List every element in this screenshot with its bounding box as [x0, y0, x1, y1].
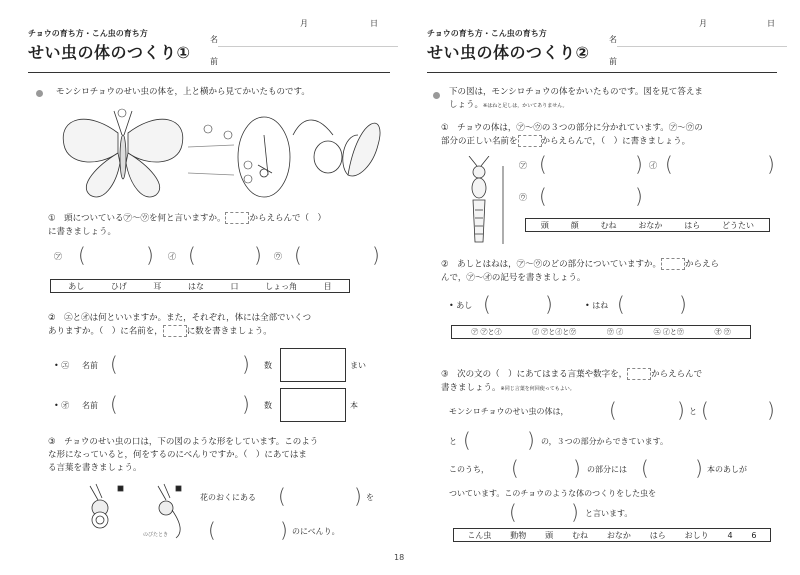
name-label: 名 [210, 35, 218, 44]
caterpillar-body-figure [459, 156, 519, 248]
bullet-icon [433, 92, 440, 99]
q2-text: ② あしとはねは，㋐〜㋒のどの部分についていますか。 からえら んで，㋐〜㋔の記号を書きましょう。 [441, 259, 719, 283]
choice-box-ref [518, 135, 542, 147]
word-choice: 4 [727, 530, 733, 540]
answer-field[interactable] [290, 488, 348, 506]
choice-box-ref [661, 258, 685, 270]
worksheet-title: せい虫の体のつくり② [427, 43, 590, 62]
word-choice: はら [649, 530, 666, 540]
name-label: 前 [609, 57, 617, 66]
option: ㋔ ㋒ [714, 328, 731, 336]
word-choice: 頭 [545, 530, 554, 540]
series-title: チョウの育ち方・こん虫の育ち方 [28, 29, 148, 38]
q1-answer-row: ㋐ ( ) ㋑ ( ) ㋒ ( ) [54, 243, 380, 267]
word-choice: はな [187, 281, 204, 291]
word-choice-box [453, 528, 771, 542]
choice-box-ref [627, 368, 651, 380]
word-choice: むね [600, 220, 617, 230]
option: ㋓ ㋑と㋒ [653, 328, 684, 336]
q3-fill-row-1: 花のおくにある ( ) を [200, 484, 374, 508]
q2-text: ② ㋓と㋔は何といいますか。また，それぞれ，体には全部でいくつ ありますか。（ ）に名前を， に数を書きましょう。 [48, 313, 312, 337]
worksheet-title: せい虫の体のつくり① [28, 43, 191, 62]
answer-mark: ㋑ [168, 252, 176, 261]
count-answer-box[interactable] [280, 388, 346, 422]
answer-field[interactable] [200, 247, 250, 265]
name-field[interactable] [617, 46, 787, 47]
bullet-icon [36, 90, 43, 97]
q3-sentence-3: このうち， ( ) の部分には ( ) 本のあしが [449, 456, 747, 480]
option: ㋐ ㋐と㋑ [471, 328, 502, 336]
word-choice: おなか [606, 530, 631, 540]
count-answer-box[interactable] [280, 348, 346, 382]
word-choice: はら [684, 220, 701, 230]
day-label: 日 [370, 19, 378, 28]
figure-caption: のびたとき [143, 532, 169, 538]
month-label: 月 [699, 19, 707, 28]
choice-box-ref [225, 212, 249, 224]
name-label: 前 [210, 57, 218, 66]
word-choice: 6 [751, 530, 757, 540]
word-choice: おなか [638, 220, 663, 230]
answer-field[interactable] [90, 247, 140, 265]
word-choice-box [50, 279, 350, 293]
word-choice: 耳 [153, 281, 162, 291]
word-choice: どうたい [722, 220, 755, 230]
name-answer-field[interactable] [124, 354, 224, 374]
answer-field[interactable] [713, 402, 763, 420]
q3-text: ③ 次の文の（ ）にあてはまる言葉や数字を， からえらんで 書きましょう。※同じ言葉を何回使ってもよい。 [441, 369, 703, 393]
option: ㋑ ㋐と㋑と㋒ [532, 328, 577, 336]
day-label: 日 [767, 19, 775, 28]
answer-field[interactable] [306, 247, 366, 265]
name-label: 名 [609, 35, 617, 44]
answer-mark: ㋒ [274, 252, 282, 261]
q1-answer-area: ㋐ ( ) ㋑ ( ) ㋒ ( ) [519, 152, 775, 208]
q3-sentence-4: ついています。このチョウのような体のつくりをした虫を [449, 489, 657, 498]
q3-fill-row-2: ( ) のにべんり。 [208, 518, 340, 542]
word-choice: おしり [684, 530, 709, 540]
butterfly-mouth-figure [76, 480, 186, 540]
right-worksheet [427, 0, 800, 555]
word-choice: こん虫 [467, 530, 492, 540]
answer-field[interactable] [521, 504, 567, 522]
word-choice: 動物 [510, 530, 527, 540]
q3-text: ③ チョウのせい虫の口は，下の図のような形をしています。このよう な形になっていると，何をするのにべんりですか。（ ）にあてはま る言葉を書きましょう。 [48, 437, 319, 473]
choice-options-box [451, 325, 751, 339]
word-choice: あし [68, 281, 85, 291]
intro-text: モンシロチョウのせい虫の体を，上と横から見てかいたものです。 [56, 87, 310, 97]
word-choice-box [525, 218, 770, 232]
left-worksheet [28, 0, 418, 555]
name-answer-field[interactable] [124, 394, 224, 414]
title-rule [28, 72, 390, 73]
word-choice: 頭 [540, 220, 549, 230]
q1-text: ① チョウの体は，㋐〜㋒の３つの部分に分かれています。㋐〜㋒の 部分の正しい名前を からえらんで，（ ）に書きましょう。 [441, 123, 703, 147]
word-choice: むね [572, 530, 588, 540]
answer-field[interactable] [653, 460, 693, 478]
option: ㋒ ㋑ [606, 328, 624, 336]
q3-sentence-1: モンシロチョウのせい虫の体は， ( ) と ( ) [449, 398, 775, 422]
answer-mark: ㋐ [54, 252, 62, 261]
word-choice: しょっ角 [265, 281, 298, 291]
intro-text: 下の図は，モンシロチョウの体をかいたものです。図を見て答えま しょう。※はねと足しは，かいてありません。 [449, 87, 703, 110]
q1-text: ① 頭についている㋐〜㋒を何と言いますか。 からえらんで（ ） に書きましょう。 [48, 213, 326, 237]
answer-field[interactable] [677, 156, 765, 174]
answer-field[interactable] [551, 188, 631, 206]
answer-field[interactable] [475, 432, 523, 450]
q3-sentence-5: ( ) と言います。 [509, 500, 633, 524]
answer-field[interactable] [220, 522, 276, 540]
word-choice: 口 [230, 281, 239, 291]
q2-row-1: • ㋓ 名前 ( ) 数 まい [54, 348, 394, 382]
answer-field[interactable] [621, 402, 671, 420]
title-rule [427, 72, 777, 73]
answer-field[interactable] [523, 460, 569, 478]
answer-field[interactable] [629, 296, 675, 314]
q3-sentence-2: と ( ) の，３つの部分からできています。 [449, 428, 668, 452]
name-field[interactable] [218, 46, 398, 47]
q2-answer-row: • あし ( ) • はね ( ) [449, 292, 687, 316]
month-label: 月 [300, 19, 308, 28]
word-choice: 目 [323, 281, 332, 291]
word-choice: 顔 [570, 220, 579, 230]
series-title: チョウの育ち方・こん虫の育ち方 [427, 29, 547, 38]
butterfly-figure [58, 105, 388, 205]
answer-field[interactable] [495, 296, 541, 314]
page-number: 18 [394, 553, 405, 562]
answer-field[interactable] [551, 156, 631, 174]
q2-row-2: • ㋔ 名前 ( ) 数 本 [54, 388, 394, 422]
choice-box-ref [163, 325, 187, 337]
word-choice: ひげ [110, 281, 127, 291]
